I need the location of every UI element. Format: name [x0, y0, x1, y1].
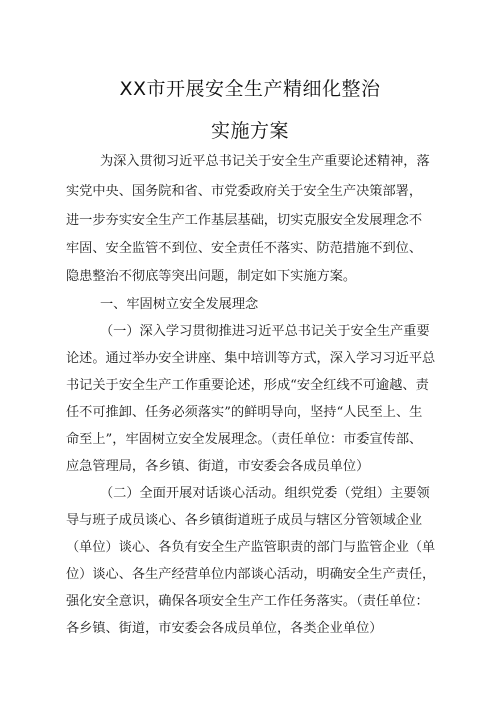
paragraph-line: 进一步夯实安全生产工作基层基础，切实克服安全发展理念不: [66, 213, 423, 228]
paragraph-line: 隐患整治不彻底等突出问题，制定如下实施方案。: [66, 269, 357, 284]
paragraph-line: 应急管理局，各乡镇、街道，市安委会各成员单位）: [66, 459, 370, 474]
paragraph-line: 论述。通过举办安全讲座、集中培训等方式，深入学习习近平总: [66, 351, 436, 366]
paragraph-line: （一）深入学习贯彻推进习近平总书记关于安全生产重要: [100, 324, 430, 339]
document-title-line-1: XX市开展安全生产精细化整治: [119, 78, 381, 100]
paragraph-line: 各乡镇、街道，市安委会各成员单位，各类企业单位）: [66, 621, 383, 636]
paragraph-line: 导与班子成员谈心、各乡镇街道班子成员与辖区分管领域企业: [66, 513, 423, 528]
section-heading: 一、牢固树立安全发展理念: [100, 297, 259, 312]
paragraph-line: 为深入贯彻习近平总书记关于安全生产重要论述精神，落: [100, 154, 430, 169]
document-title-line-2: 实施方案: [210, 120, 289, 142]
paragraph-line: （二）全面开展对话谈心活动。组织党委（党组）主要领: [100, 486, 430, 501]
paragraph-line: 任不可推卸、任务必须落实”的鲜明导向，坚持“人民至上、生: [66, 405, 423, 420]
paragraph-line: 命至上”，牢固树立安全发展理念。（责任单位：市委宣传部、: [66, 432, 423, 447]
paragraph-line: 牢固、安全监管不到位、安全责任不落实、防范措施不到位、: [66, 241, 423, 256]
paragraph-line: （单位）谈心、各负有安全生产监管职责的部门与监管企业（单: [66, 540, 436, 555]
paragraph-line: 实党中央、国务院和省、市党委政府关于安全生产决策部署，: [66, 184, 423, 199]
paragraph-line: 强化安全意识，确保各项安全生产工作任务落实。（责任单位：: [66, 594, 429, 609]
paragraph-line: 书记关于安全生产工作重要论述，形成“安全红线不可逾越、责: [66, 378, 429, 393]
paragraph-line: 位）谈心、各生产经营单位内部谈心活动，明确安全生产责任，: [66, 567, 436, 582]
